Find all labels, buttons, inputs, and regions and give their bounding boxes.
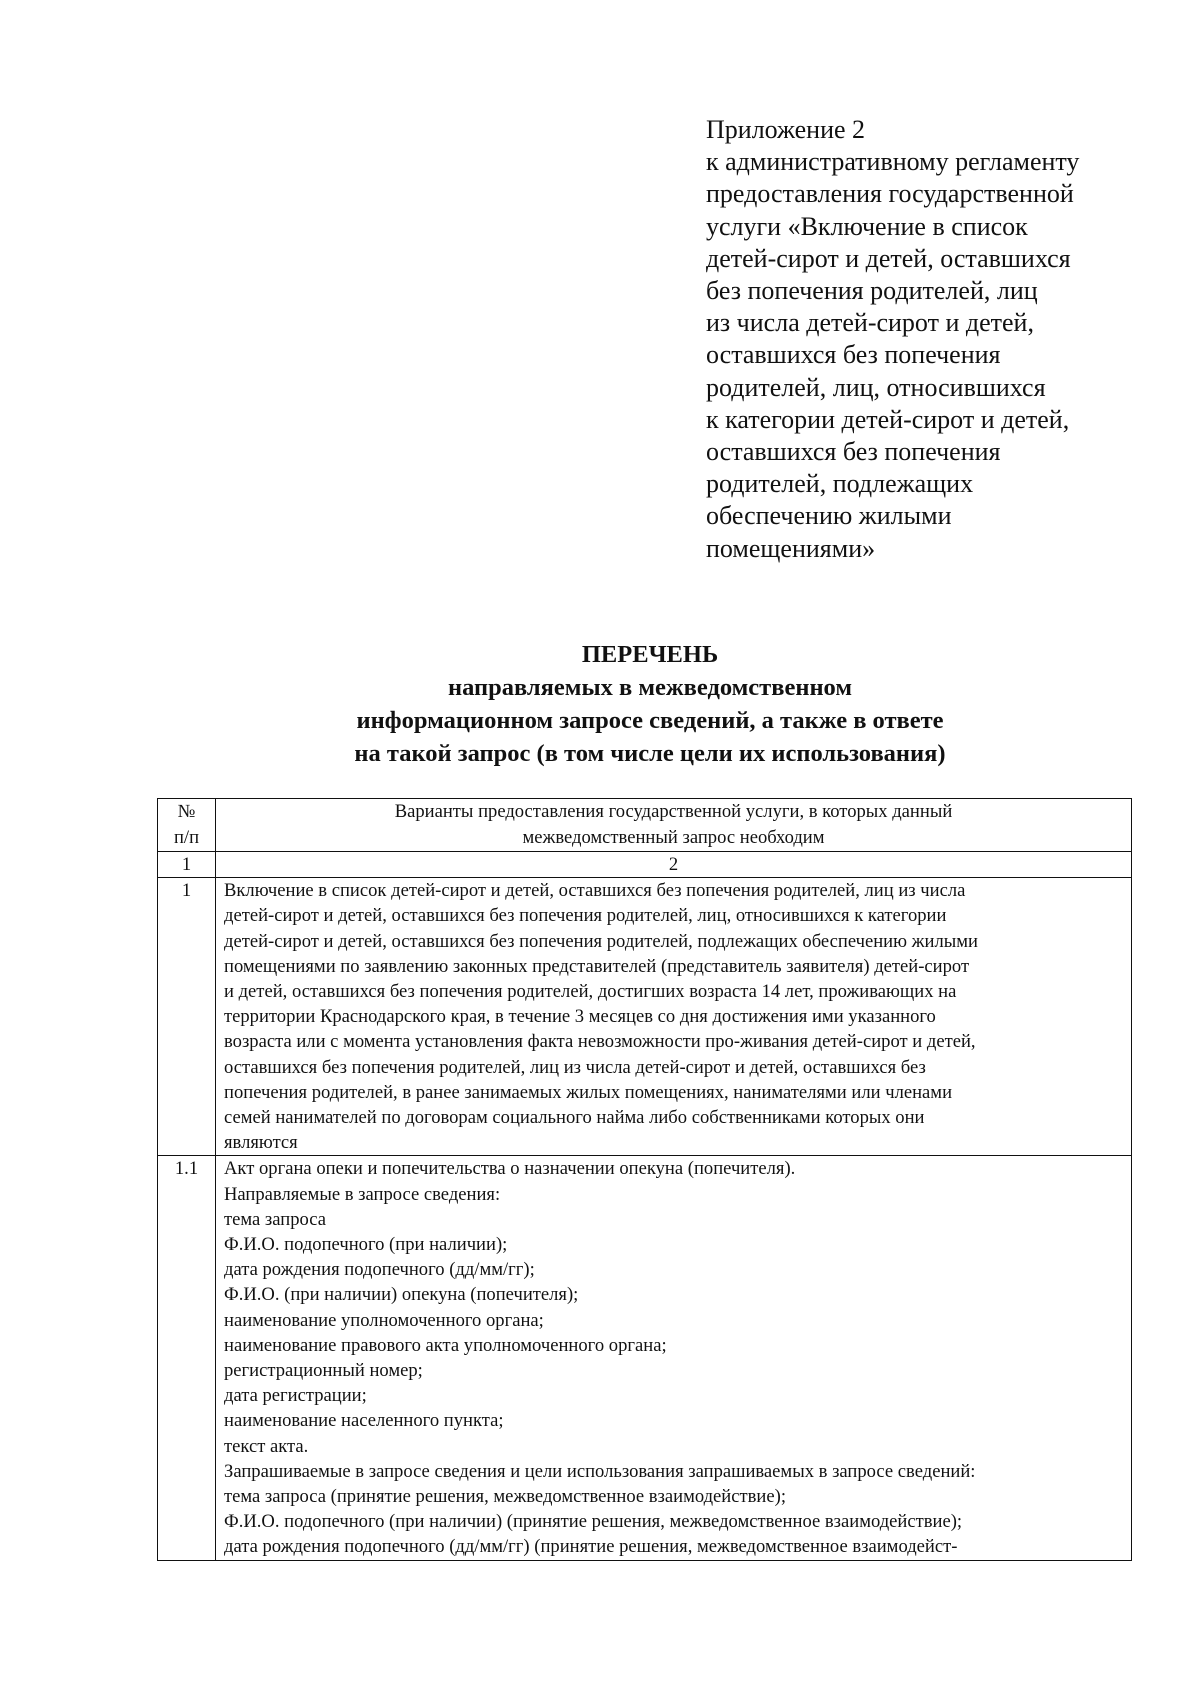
row-number: 1.1 [158,1156,216,1560]
row-text-line: дата регистрации; [224,1385,367,1407]
row-text-line: Направляемые в запросе сведения: [224,1183,501,1205]
appendix-line: к административному регламенту [706,147,1080,177]
row-text-line: наименование правового акта уполномоченного органа; [224,1334,667,1356]
appendix-line: предоставления государственной [706,179,1074,209]
row-text-line: тема запроса [224,1208,327,1230]
title-heading: ПЕРЕЧЕНЬ [581,641,719,668]
index-cell: 1 [158,852,216,878]
row-text-line: наименование уполномоченного органа; [224,1309,544,1331]
appendix-line: Приложение 2 [706,115,866,144]
row-text-line: наименование населенного пункта; [224,1410,504,1432]
row-text-line: и детей, оставшихся без попечения родителей, достигших возраста 14 лет, проживающих на [224,981,957,1003]
row-text-line: Ф.И.О. (при наличии) опекуна (попечителя); [224,1284,579,1306]
row-text [216,1156,1132,1560]
row-text-line: детей-сирот и детей, оставшихся без попечения родителей, лиц, относившихся к категории [224,905,947,927]
appendix-line: родителей, подлежащих [706,469,974,499]
row-text-line: Ф.И.О. подопечного (при наличии) (принятие решения, межведомственное взаимодействие); [224,1511,963,1533]
index-cell: 2 [216,852,1132,878]
table-row [158,878,1132,1156]
title-line: направляемых в межведомственном [447,674,853,701]
header-text-cell [216,799,1132,852]
header-num-line: п/п [173,827,200,848]
row-text-line: тема запроса (принятие решения, межведомственное взаимодействие); [224,1486,786,1508]
row-text-line: семей нанимателей по договорам социального найма либо собственниками которых они [224,1107,925,1129]
title-line: информационном запросе сведений, а также в ответе [356,707,944,734]
row-text-line: детей-сирот и детей, оставшихся без попечения родителей, подлежащих обеспечению жилыми [224,930,978,952]
appendix-header [706,114,1146,565]
header-text-line: Варианты предоставления государственной услуги, в которых данный [394,801,953,822]
row-text-line: Включение в список детей-сирот и детей, оставшихся без попечения родителей, лиц из числа [224,880,966,902]
appendix-line: обеспечению жилыми [706,501,952,531]
row-text-line: Акт органа опеки и попечительства о назначении опекуна (попечителя). [224,1158,796,1180]
appendix-line: без попечения родителей, лиц [706,276,1038,306]
appendix-line: из числа детей-сирот и детей, [706,308,1034,338]
row-text-line: дата рождения подопечного (дд/мм/гг) (принятие решения, межведомственное взаимодейст- [224,1536,958,1558]
appendix-line: к категории детей-сирот и детей, [706,404,1070,434]
table-index-row [158,852,1132,878]
row-text-line: являются [224,1132,298,1154]
appendix-line: детей-сирот и детей, оставшихся [706,243,1071,273]
row-text-line: возраста или с момента установления факта невозможности про-живания детей-сирот и детей, [224,1031,976,1053]
row-text [216,878,1132,1156]
requests-table [157,798,1132,1561]
table-header-row [158,799,1132,852]
row-text-line: оставшихся без попечения родителей, лиц из числа детей-сирот и детей, оставшихся без [224,1056,926,1078]
header-num-line: № [177,801,196,822]
row-text-line: Ф.И.О. подопечного (при наличии); [224,1234,508,1256]
row-text-line: территории Краснодарского края, в течение 3 месяцев со дня достижения ими указанного [224,1006,936,1028]
row-number: 1 [158,878,216,1156]
header-num-cell [158,799,216,852]
row-text-line: регистрационный номер; [224,1360,423,1382]
row-text-line: дата рождения подопечного (дд/мм/гг); [224,1259,535,1281]
row-text-line: помещениями по заявлению законных представителей (представитель заявителя) детей-сирот [224,955,970,977]
appendix-line: помещениями» [706,533,876,563]
header-text-line: межведомственный запрос необходим [522,827,825,848]
row-text-line: попечения родителей, в ранее занимаемых жилых помещениях, нанимателями или членами [224,1081,953,1103]
appendix-line: родителей, лиц, относившихся [706,372,1046,402]
table-row [158,1156,1132,1560]
row-text-line: текст акта. [224,1435,309,1457]
appendix-line: услуги «Включение в список [706,211,1028,241]
document-title [120,638,1180,770]
appendix-line: оставшихся без попечения [706,340,1001,370]
row-text-line: Запрашиваемые в запросе сведения и цели использования запрашиваемых в запросе сведений: [224,1460,976,1482]
title-line: на такой запрос (в том числе цели их использования) [354,740,946,767]
appendix-line: оставшихся без попечения [706,437,1001,467]
